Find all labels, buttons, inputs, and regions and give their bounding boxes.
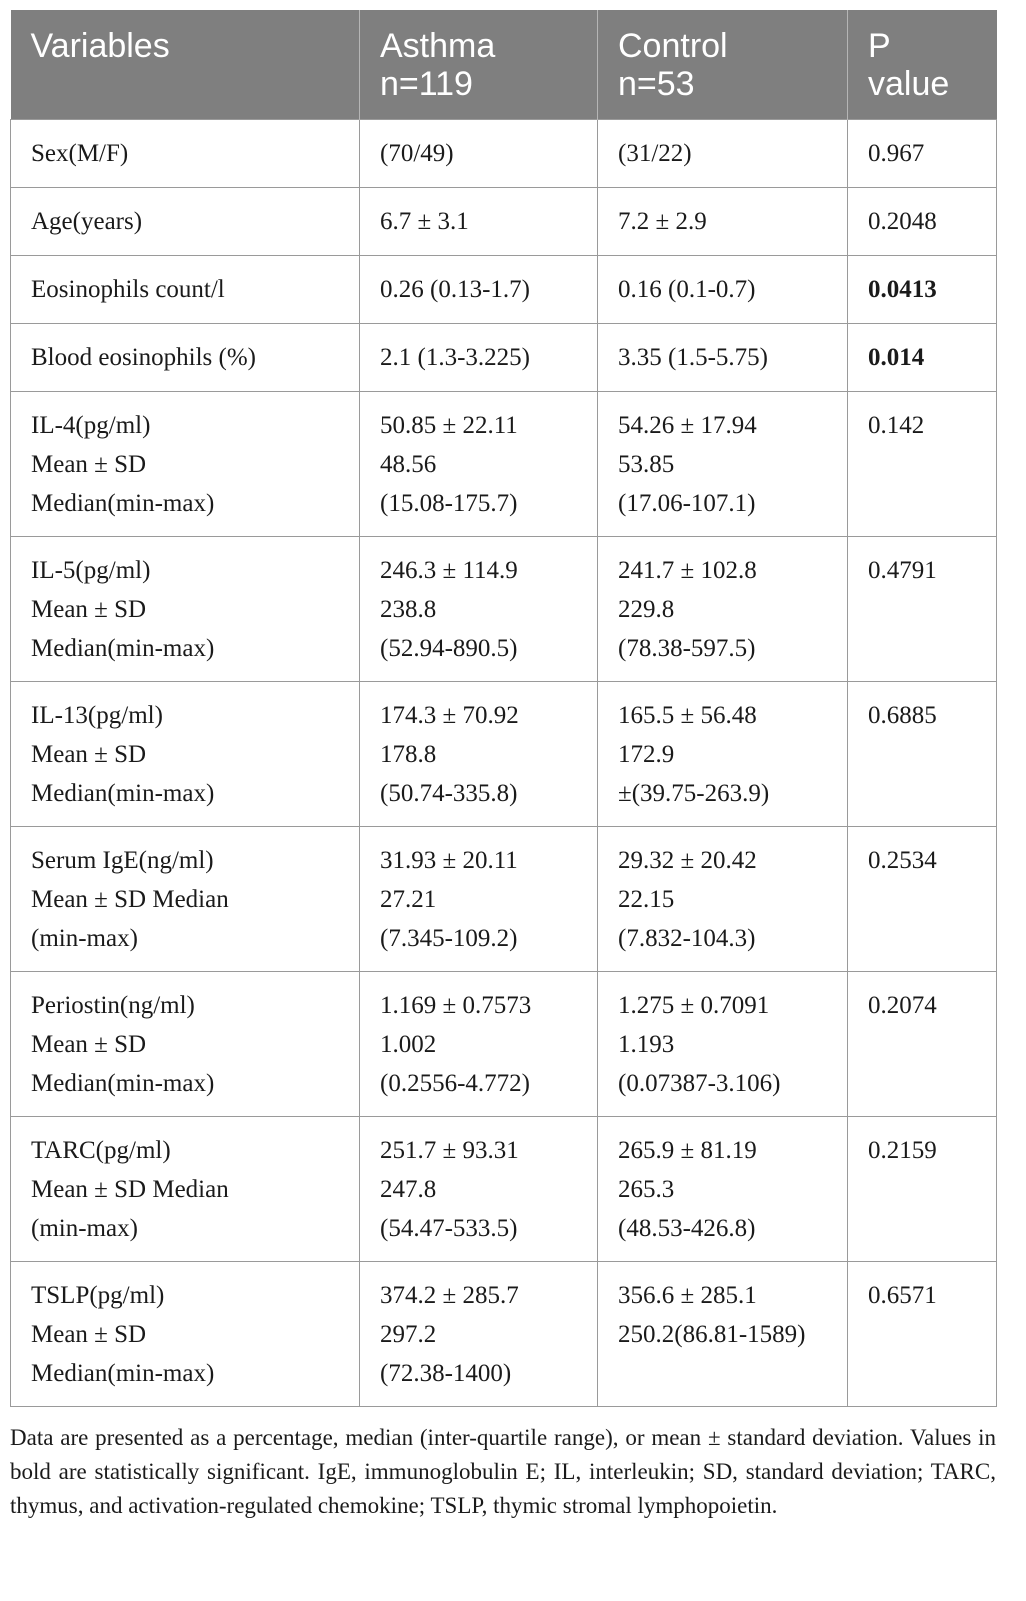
table-body: [11, 120, 997, 1407]
table-row: [11, 256, 997, 324]
cell-line: Mean ± SD Median: [31, 886, 229, 913]
cell-line: 1.275 ± 0.7091: [618, 992, 770, 1019]
cell-asthma: [360, 1117, 598, 1262]
cell-line: 3.35 (1.5-5.75): [618, 344, 768, 371]
cell-line: 1.193: [618, 1031, 675, 1058]
cell-line: 2.1 (1.3-3.225): [380, 344, 530, 371]
cell-line: (70/49): [380, 140, 454, 167]
cell-p-value: 0.2074: [848, 972, 997, 1117]
cell-control: [598, 827, 848, 972]
cell-asthma: [360, 972, 598, 1117]
cell-asthma: [360, 537, 598, 682]
cell-line: 174.3 ± 70.92: [380, 702, 519, 729]
header-line: Variables: [30, 27, 170, 65]
cell-control: [598, 392, 848, 537]
cell-line: 251.7 ± 93.31: [380, 1137, 519, 1164]
table-row: [11, 827, 997, 972]
cell-line: 7.2 ± 2.9: [618, 208, 707, 235]
cell-variable: [11, 1117, 360, 1262]
header-line: n=119: [380, 65, 473, 103]
cell-variable: [11, 972, 360, 1117]
cell-control: [598, 972, 848, 1117]
header-asthma: [360, 10, 598, 120]
header-line: value: [868, 65, 950, 103]
cell-line: 247.8: [380, 1176, 437, 1203]
cell-line: 0.16 (0.1-0.7): [618, 276, 756, 303]
cell-p-value: 0.6885: [848, 682, 997, 827]
table-row: [11, 1262, 997, 1407]
cell-asthma: [360, 682, 598, 827]
header-line: Control: [618, 27, 728, 65]
cell-asthma: [360, 392, 598, 537]
table-row: [11, 120, 997, 188]
table-row: [11, 188, 997, 256]
cell-line: 250.2(86.81-1589): [618, 1321, 806, 1348]
cell-p-value: 0.014: [848, 324, 997, 392]
cell-variable: [11, 1262, 360, 1407]
cell-line: Median(min-max): [31, 1070, 215, 1097]
cell-line: Mean ± SD: [31, 1321, 147, 1348]
table-footnote: Data are presented as a percentage, median (inter-quartile range), or mean ± standard deviation. Values in bold are statistically significant. IgE, immunoglobulin E; IL, interleukin; SD, standard deviation; TARC, thymus, and activation-regulated chemokine; TSLP, thymic stromal lymphopoietin.: [10, 1425, 996, 1518]
cell-asthma: [360, 256, 598, 324]
cell-control: [598, 120, 848, 188]
cell-control: [598, 1117, 848, 1262]
cell-asthma: [360, 188, 598, 256]
cell-line: (min-max): [31, 925, 138, 952]
header-line: n=53: [618, 65, 695, 103]
cell-line: IL-5(pg/ml): [31, 557, 151, 584]
cell-asthma: [360, 324, 598, 392]
cell-p-value: 0.6571: [848, 1262, 997, 1407]
table-header: [11, 10, 997, 120]
cell-line: 265.9 ± 81.19: [618, 1137, 757, 1164]
cell-line: 172.9: [618, 741, 675, 768]
cell-line: 54.26 ± 17.94: [618, 412, 757, 439]
cell-control: [598, 682, 848, 827]
cell-variable: [11, 256, 360, 324]
cell-p-value: 0.2159: [848, 1117, 997, 1262]
cell-line: (72.38-1400): [380, 1360, 512, 1387]
cell-line: Median(min-max): [31, 490, 215, 517]
cell-line: Sex(M/F): [31, 140, 129, 167]
cell-control: [598, 324, 848, 392]
cell-line: Eosinophils count/l: [31, 276, 225, 303]
cell-variable: [11, 120, 360, 188]
cell-line: 356.6 ± 285.1: [618, 1282, 757, 1309]
data-table: [10, 10, 997, 1407]
cell-line: 238.8: [380, 596, 437, 623]
cell-line: TSLP(pg/ml): [31, 1282, 165, 1309]
cell-line: 31.93 ± 20.11: [380, 847, 518, 874]
header-line: Asthma: [380, 27, 496, 65]
cell-line: 265.3: [618, 1176, 675, 1203]
table-row: [11, 392, 997, 537]
cell-line: (17.06-107.1): [618, 490, 756, 517]
cell-line: TARC(pg/ml): [31, 1137, 171, 1164]
cell-line: (48.53-426.8): [618, 1215, 756, 1242]
cell-line: (min-max): [31, 1215, 138, 1242]
cell-line: 165.5 ± 56.48: [618, 702, 757, 729]
cell-variable: [11, 324, 360, 392]
cell-p-value: 0.142: [848, 392, 997, 537]
cell-line: 297.2: [380, 1321, 437, 1348]
cell-line: Median(min-max): [31, 780, 215, 807]
cell-p-value: 0.2534: [848, 827, 997, 972]
cell-line: ±(39.75-263.9): [618, 780, 770, 807]
cell-line: 6.7 ± 3.1: [380, 208, 469, 235]
cell-line: 53.85: [618, 451, 675, 478]
cell-line: Mean ± SD: [31, 596, 147, 623]
cell-control: [598, 188, 848, 256]
cell-asthma: [360, 827, 598, 972]
table-figure: [10, 10, 996, 1523]
cell-variable: [11, 682, 360, 827]
cell-line: 27.21: [380, 886, 437, 913]
cell-line: 50.85 ± 22.11: [380, 412, 518, 439]
cell-p-value: 0.967: [848, 120, 997, 188]
cell-line: Median(min-max): [31, 1360, 215, 1387]
cell-line: (0.07387-3.106): [618, 1070, 781, 1097]
cell-line: Median(min-max): [31, 635, 215, 662]
cell-line: 1.169 ± 0.7573: [380, 992, 532, 1019]
cell-line: Mean ± SD: [31, 451, 147, 478]
cell-line: (7.832-104.3): [618, 925, 756, 952]
cell-asthma: [360, 1262, 598, 1407]
cell-line: Mean ± SD: [31, 1031, 147, 1058]
cell-line: (50.74-335.8): [380, 780, 518, 807]
cell-line: (54.47-533.5): [380, 1215, 518, 1242]
cell-line: 1.002: [380, 1031, 437, 1058]
cell-line: 374.2 ± 285.7: [380, 1282, 519, 1309]
cell-line: (52.94-890.5): [380, 635, 518, 662]
cell-line: 246.3 ± 114.9: [380, 557, 518, 584]
cell-variable: [11, 537, 360, 682]
cell-asthma: [360, 120, 598, 188]
header-p-value: [848, 10, 997, 120]
cell-line: 178.8: [380, 741, 437, 768]
cell-line: Periostin(ng/ml): [31, 992, 195, 1019]
cell-line: 229.8: [618, 596, 675, 623]
cell-line: (15.08-175.7): [380, 490, 518, 517]
table-row: [11, 324, 997, 392]
cell-control: [598, 256, 848, 324]
header-variables: [11, 10, 360, 120]
cell-line: Serum IgE(ng/ml): [31, 847, 214, 874]
header-line: P: [868, 27, 891, 65]
cell-line: (7.345-109.2): [380, 925, 518, 952]
cell-line: 22.15: [618, 886, 675, 913]
cell-p-value: 0.0413: [848, 256, 997, 324]
cell-line: IL-4(pg/ml): [31, 412, 151, 439]
cell-line: Age(years): [31, 208, 143, 235]
cell-line: 29.32 ± 20.42: [618, 847, 757, 874]
cell-control: [598, 1262, 848, 1407]
cell-line: Blood eosinophils (%): [31, 344, 256, 371]
cell-line: (31/22): [618, 140, 692, 167]
table-row: [11, 537, 997, 682]
header-control: [598, 10, 848, 120]
cell-control: [598, 537, 848, 682]
cell-line: IL-13(pg/ml): [31, 702, 163, 729]
cell-line: (0.2556-4.772): [380, 1070, 530, 1097]
cell-line: 48.56: [380, 451, 437, 478]
table-row: [11, 682, 997, 827]
cell-variable: [11, 188, 360, 256]
cell-variable: [11, 392, 360, 537]
cell-line: Mean ± SD Median: [31, 1176, 229, 1203]
cell-line: (78.38-597.5): [618, 635, 756, 662]
header-row: [11, 10, 997, 120]
cell-line: Mean ± SD: [31, 741, 147, 768]
table-row: [11, 972, 997, 1117]
table-row: [11, 1117, 997, 1262]
cell-line: 0.26 (0.13-1.7): [380, 276, 530, 303]
cell-p-value: 0.2048: [848, 188, 997, 256]
cell-line: 241.7 ± 102.8: [618, 557, 757, 584]
cell-p-value: 0.4791: [848, 537, 997, 682]
cell-variable: [11, 827, 360, 972]
